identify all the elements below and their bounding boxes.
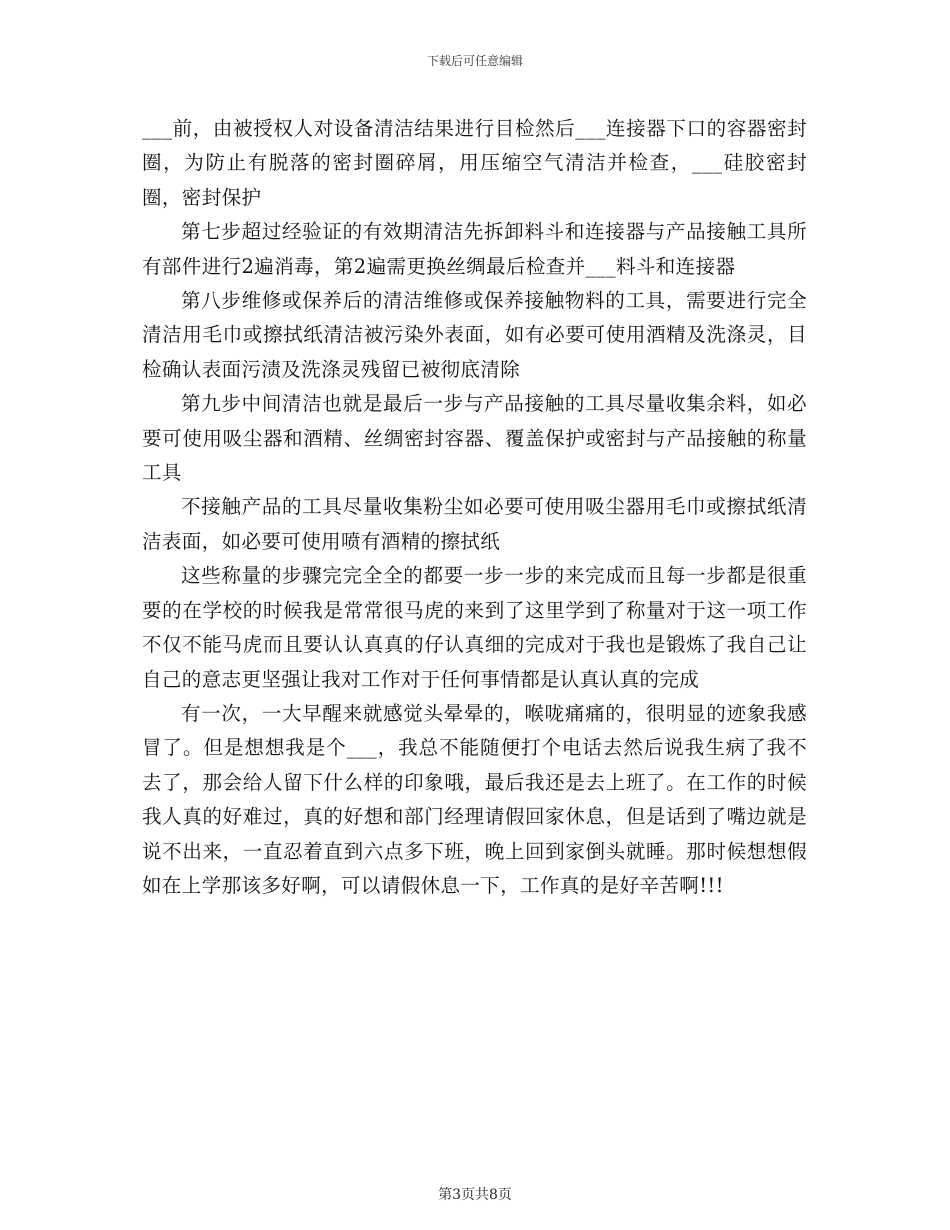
page-number-footer: 第3页共8页: [438, 1187, 512, 1203]
paragraph-6: 这些称量的步骤完完全全的都要一步一步的来完成而且每一步都是很重要的在学校的时候我是常常很马虎的来到了这里学到了称量对于这一项工作不仅不能马虎而且要认认真真的仔认真细的完成对于我也是锻炼了我自己让自己的意志更坚强让我对工作对于任何事情都是认真认真的完成: [142, 564, 807, 691]
paragraph-1: ___前，由被授权人对设备清洁结果进行目检然后___连接器下口的容器密封圈，为防止有脱落的密封圈碎屑，用压缩空气清洁并检查，___硅胶密封圈，密封保护: [142, 117, 807, 209]
paragraph-7: 有一次，一大早醒来就感觉头晕晕的，喉咙痛痛的，很明显的迹象我感冒了。但是想想我是个___，我总不能随便打个电话去然后说我生病了我不去了，那会给人留下什么样的印象哦，最后我还是去上班了。在工作的时候我人真的好难过，真的好想和部门经理请假回家休息，但是话到了嘴边就是说不出来，一直忍着直到六点多下班，晚上回到家倒头就睡。那时候想想假如在上学那该多好啊，可以请假休息一下，工作真的是好辛苦啊!!!: [142, 701, 807, 897]
paragraph-5: 不接触产品的工具尽量收集粉尘如必要可使用吸尘器用毛巾或擦拭纸清洁表面，如必要可使用喷有酒精的擦拭纸: [142, 495, 807, 553]
paragraph-2: 第七步超过经验证的有效期清洁先拆卸料斗和连接器与产品接触工具所有部件进行2遍消毒，第2遍需更换丝绸最后检查并___料斗和连接器: [142, 220, 807, 278]
document-body: [142, 112, 807, 903]
paragraph-4: 第九步中间清洁也就是最后一步与产品接触的工具尽量收集余料，如必要可使用吸尘器和酒精、丝绸密封容器、覆盖保护或密封与产品接触的称量工具: [142, 392, 807, 485]
paragraph-3: 第八步维修或保养后的清洁维修或保养接触物料的工具，需要进行完全清洁用毛巾或擦拭纸清洁被污染外表面，如有必要可使用酒精及洗涤灵，目检确认表面污渍及洗涤灵残留已被彻底清除: [142, 289, 807, 381]
page-header: 下载后可任意编辑: [426, 54, 523, 68]
